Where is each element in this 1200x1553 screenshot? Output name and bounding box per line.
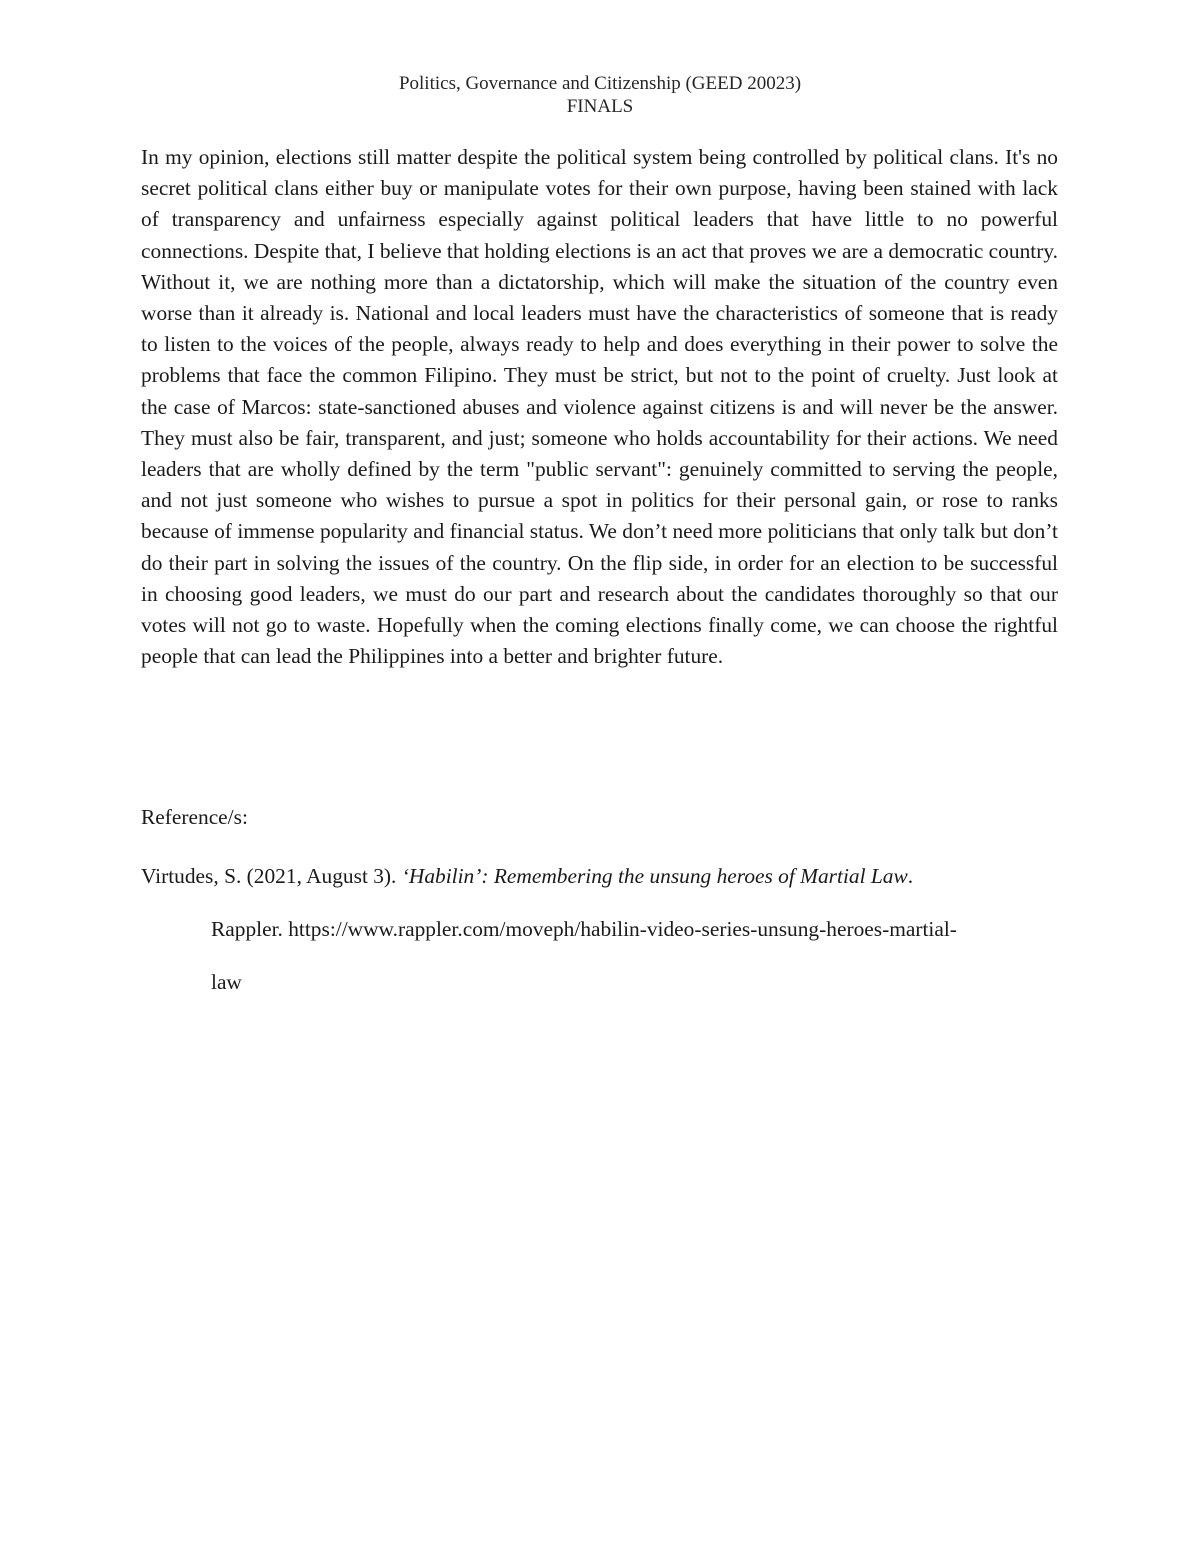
reference-first-line — [141, 850, 1041, 903]
reference-entry — [141, 850, 1041, 1009]
reference-source: Rappler. https://www.rappler.com/moveph/habilin-video-series-unsung-heroes-martial- — [211, 917, 957, 941]
exam-label: FINALS — [566, 96, 634, 117]
document-header — [0, 72, 1200, 118]
reference-author-date: Virtudes, S. (2021, August 3). — [141, 864, 402, 888]
reference-title-period: . — [907, 864, 914, 888]
essay-paragraph: In my opinion, elections still matter despite the political system being controlled by political clans. It's no secret political clans either buy or manipulate votes for their own purpose, having been stained with lack of transparency and unfairness especially against political leaders that have little to no powerful connections. Despite that, I believe that holding elections is an act that proves we are a democratic country. Without it, we are nothing more than a dictatorship, which will make the situation of the country even worse than it already is. National and local leaders must have the characteristics of someone that is ready to listen to the voices of the people, always ready to help and does everything in their power to solve the problems that face the common Filipino. They must be strict, but not to the point of cruelty. Just look at the case of Marcos: state-sanctioned abuses and violence against citizens is and will never be the answer. They must also be fair, transparent, and just; someone who holds accountability for their actions. We need leaders that are wholly defined by the term "public servant": genuinely committed to serving the people, and not just someone who wishes to pursue a spot in politics for their personal gain, or rose to ranks because of immense popularity and financial status. We don’t need more politicians that only talk but don’t do their part in solving the issues of the country. On the flip side, in order for an election to be successful in choosing good leaders, we must do our part and research about the candidates thoroughly so that our votes will not go to waste. Hopefully when the coming elections finally come, we can choose the rightful people that can lead the Philippines into a better and brighter future. — [141, 145, 1058, 669]
references-heading: Reference/s: — [141, 805, 248, 829]
reference-title: ‘Habilin’: Remembering the unsung heroes of Martial Law — [401, 864, 908, 888]
reference-source-wrap: law — [211, 970, 242, 994]
course-title: Politics, Governance and Citizenship (GEED 20023) — [398, 73, 802, 94]
